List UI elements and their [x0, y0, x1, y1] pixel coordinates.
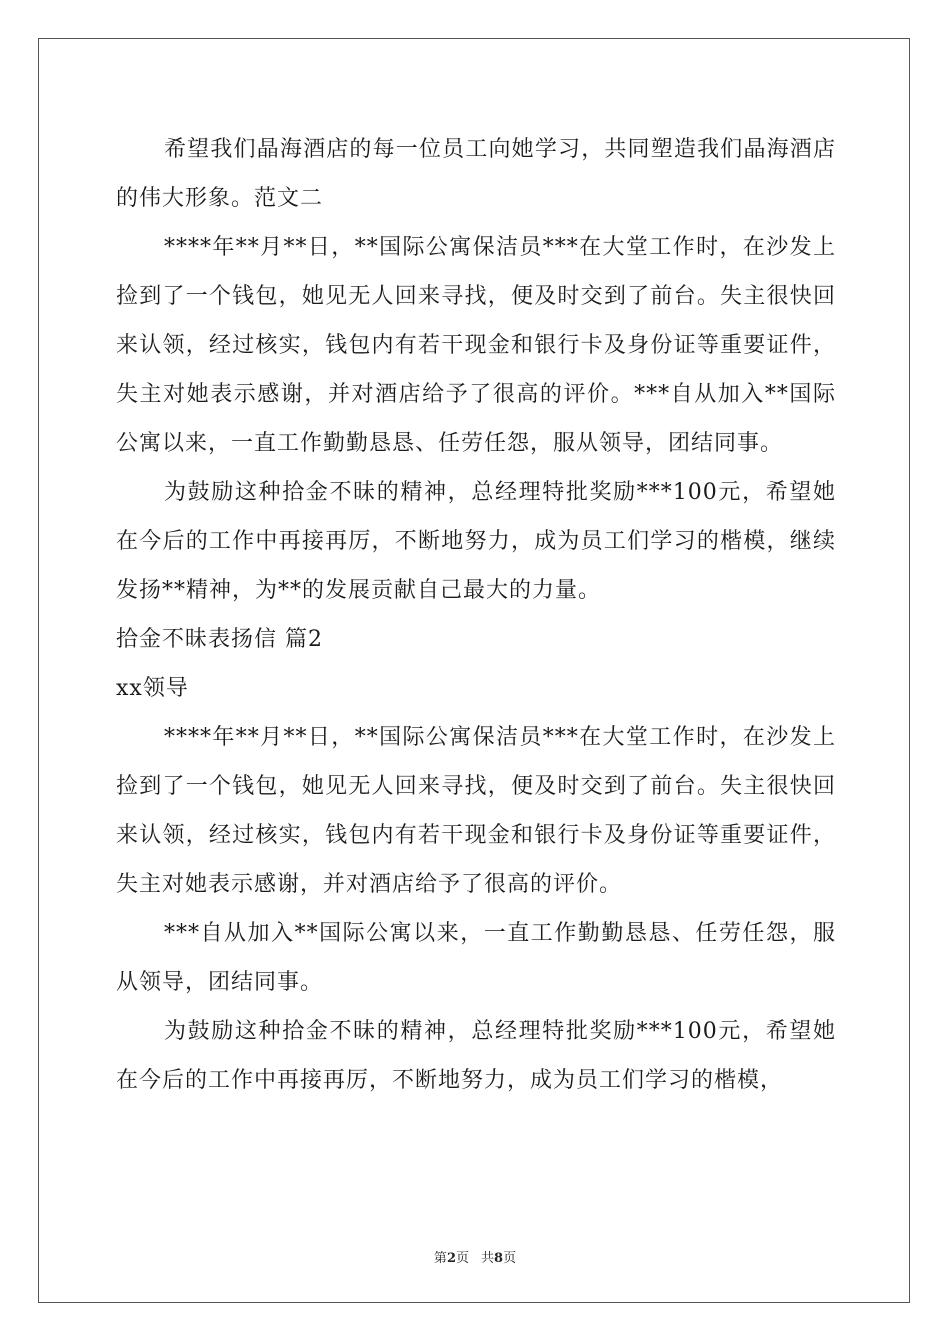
total-suffix: 页: [503, 1251, 517, 1266]
paragraph-2: ****年**月**日，**国际公寓保洁员***在大堂工作时，在沙发上捡到了一个钱包，她见无人回来寻找，便及时交到了前台。失主很快回来认领，经过核实，钱包内有若干现金和银行卡及身份证等重要证件，失主对她表示感谢，并对酒店给予了很高的评价。***自从加入**国际公寓以来，一直工作勤勤恳恳、任劳任怨，服从领导，团结同事。: [116, 235, 836, 456]
total-prefix: 共: [481, 1251, 495, 1266]
paragraph-5: ***自从加入**国际公寓以来，一直工作勤勤恳恳、任劳任怨，服从领导，团结同事。: [116, 921, 836, 995]
section-heading: 拾金不昧表扬信 篇2: [116, 627, 323, 652]
document-body: [116, 125, 836, 1105]
page-suffix: 页: [455, 1251, 469, 1266]
paragraph-1: 希望我们晶海酒店的每一位员工向她学习，共同塑造我们晶海酒店的伟大形象。范文二: [116, 137, 836, 211]
salutation: xx领导: [116, 676, 189, 701]
page-footer: [0, 1247, 950, 1266]
paragraph-3: 为鼓励这种拾金不昧的精神，总经理特批奖励***100元，希望她在今后的工作中再接再厉，不断地努力，成为员工们学习的楷模，继续发扬**精神，为**的发展贡献自己最大的力量。: [116, 480, 836, 603]
paragraph-4: ****年**月**日，**国际公寓保洁员***在大堂工作时，在沙发上捡到了一个钱包，她见无人回来寻找，便及时交到了前台。失主很快回来认领，经过核实，钱包内有若干现金和银行卡及身份证等重要证件，失主对她表示感谢，并对酒店给予了很高的评价。: [116, 725, 836, 897]
total-pages: 8: [494, 1251, 504, 1266]
paragraph-6: 为鼓励这种拾金不昧的精神，总经理特批奖励***100元，希望她在今后的工作中再接再厉，不断地努力，成为员工们学习的楷模，: [116, 1019, 836, 1093]
page-prefix: 第: [433, 1251, 447, 1266]
page-number: 2: [446, 1251, 456, 1266]
